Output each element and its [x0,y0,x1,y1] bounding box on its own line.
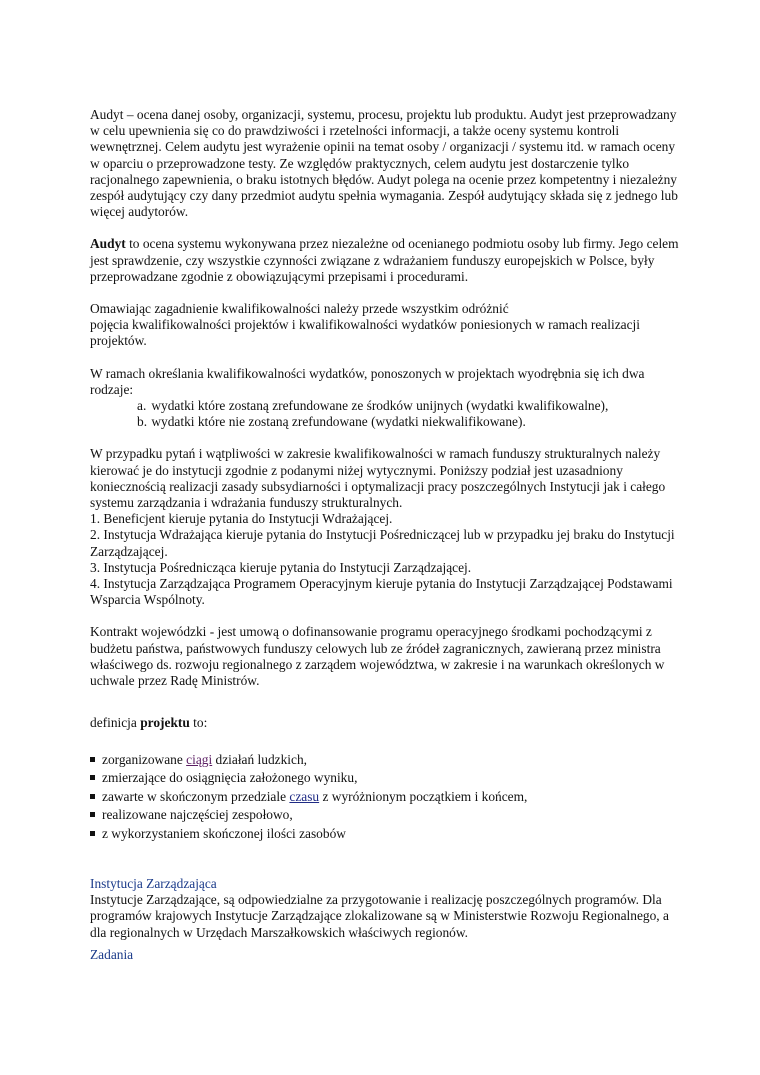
project-features-list [90,752,680,842]
spacer [90,430,680,446]
expense-types-intro: W ramach określania kwalifikowalności wydatków, ponoszonych w projektach wyodrębnia się ich dwa rodzaje: [90,365,645,397]
bullet-item [90,752,680,768]
audit-bold-term: Audyt [90,236,126,252]
bullet-marker [90,794,95,799]
numbered-item: 1. Beneficjent kieruje pytania do Instytucji Wdrażającej. [90,511,393,527]
eligibility-line-1: Omawiając zagadnienie kwalifikowalności należy przede wszystkim odróżnić [90,301,509,317]
list-item [90,398,680,414]
tasks-heading: Zadania [90,946,134,962]
spacer [90,220,680,236]
definition-prefix: definicja [90,715,141,731]
contract-paragraph: Kontrakt wojewódzki - jest umową o dofinansowanie programu operacyjnego środkami pochodzącymi z budżetu państwa, państwowych funduszy celowych lub ze źródeł zagranicznych, zawieraną przez ministra właściwego ds. rozwoju regionalnego z zarządem województwa, w zakresie i na warunkach określonych w uchwale przez Radę Ministrów. [90,624,665,689]
numbered-item: 2. Instytucja Wdrażająca kieruje pytania do Instytucji Pośredniczącej lub w przypadku jej braku do Instytucji Zarządzającej. [90,527,675,559]
spacer [90,705,680,715]
numbered-item: 3. Instytucja Pośrednicząca kieruje pytania do Instytucji Zarządzającej. [90,559,472,575]
spacer [90,350,680,366]
managing-institution-heading: Instytucja Zarządzająca [90,876,217,891]
link-ciagi[interactable]: ciągi [186,751,213,767]
bullet-marker [90,812,95,817]
link-czasu[interactable]: czasu [289,788,320,804]
numbered-item: 4. Instytucja Zarządzająca Programem Operacyjnym kieruje pytania do Instytucji Zarządzającej Podstawami Wsparcia Wspólnoty. [90,576,673,608]
bullet-text: zawarte w skończonym przedziale [102,788,290,804]
bullet-text: z wyróżnionym początkiem i końcem, [319,788,528,804]
eligibility-line-2: pojęcia kwalifikowalności projektów i kwalifikowalności wydatków poniesionych w ramach realizacji projektów. [90,317,640,349]
spacer [90,608,680,624]
list-item-text: wydatki które nie zostaną zrefundowane (wydatki niekwalifikowane). [151,414,526,430]
bullet-text: realizowane najczęściej zespołowo, [102,807,293,822]
spacer [90,844,680,860]
list-item [90,414,680,430]
list-marker: b. [137,414,148,430]
audit-purpose-text: to ocena systemu wykonywana przez niezależne od ocenianego podmiotu osoby lub firmy. Jego celem jest sprawdzenie, czy wszystkie czynności związane z wdrażaniem funduszy europejskich w Polsce, były przeprowadzane zgodnie z obowiązującymi przepisami i procedurami. [90,236,679,284]
bullet-text: zorganizowane [102,751,187,767]
bullet-marker [90,757,95,762]
spacer [90,285,680,301]
bullet-item [90,789,680,805]
bullet-marker [90,775,95,780]
spacer [90,732,680,748]
questions-intro-paragraph: W przypadku pytań i wątpliwości w zakresie kwalifikowalności w ramach funduszy strukturalnych należy kierować je do instytucji zgodnie z podanymi niżej wytycznymi. Poniższy podział jest uzasadniony koniecznością realizacji zasady subsydiarności i optymalizacji pracy poszczególnych Instytucji jak i całego systemu zarządzania i wdrażania funduszy strukturalnych. [90,446,666,511]
bullet-text: działań ludzkich, [212,751,308,767]
list-marker: a. [137,398,147,414]
document-page [90,107,680,963]
bullet-item [90,770,680,786]
spacer [90,860,680,876]
spacer [90,689,680,705]
bullet-item [90,807,680,823]
expense-types-list [90,398,680,430]
bullet-item [90,826,680,842]
project-definition-line [90,715,680,731]
project-bold-term: projektu [140,715,190,731]
definition-suffix: to: [189,715,208,731]
bullet-marker [90,831,95,836]
managing-institution-text: Instytucje Zarządzające, są odpowiedzialne za przygotowanie i realizację poszczególnych programów. Dla programów krajowych Instytucje Zarządzające zlokalizowane są w Ministerstwie Rozwoju Regionalnego, a dla regionalnych w Urzędach Marszałkowskich właściwych regionów. [90,892,669,940]
audit-definition-paragraph: Audyt – ocena danej osoby, organizacji, systemu, procesu, projektu lub produktu. Audyt jest przeprowadzany w celu upewnienia się co do prawdziwości i rzetelności informacji, a także oceny systemu kontroli wewnętrznej. Celem audytu jest wyrażenie opinii na temat osoby / organizacji / systemu itd. w ramach oceny w oparciu o przeprowadzone testy. Ze względów praktycznych, celem audytu jest dostarczenie tylko racjonalnego zapewnienia, o braku istotnych błędów. Audyt polega na ocenie przez kompetentny i niezależny zespół audytujący czy dany przedmiot audytu spełnia wymagania. Zespół audytujący składa się z jednego lub więcej audytorów. [90,107,678,220]
bullet-text: z wykorzystaniem skończonej ilości zasobów [102,825,346,841]
bullet-text: zmierzające do osiągnięcia założonego wyniku, [102,770,358,785]
audit-purpose-paragraph [90,236,680,285]
eligibility-paragraph [90,301,680,350]
list-item-text: wydatki które zostaną zrefundowane ze środków unijnych (wydatki kwalifikowalne), [151,398,609,414]
